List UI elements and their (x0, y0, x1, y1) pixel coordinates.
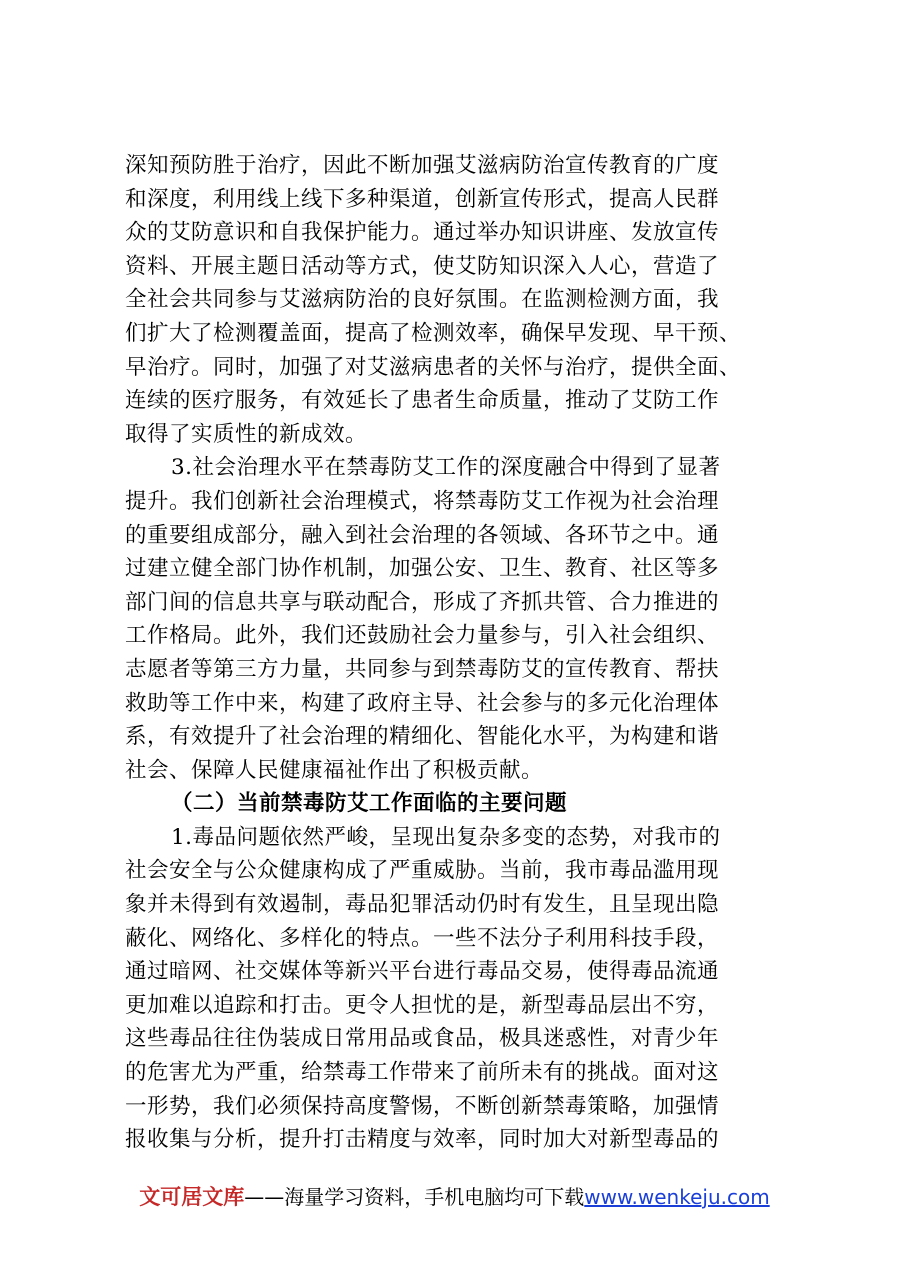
brand-name: 文可居文库 (139, 1185, 245, 1209)
body-line: 蔽化、网络化、多样化的特点。一些不法分子利用科技手段， (125, 925, 720, 951)
body-line: 们扩大了检测覆盖面，提高了检测效率，确保早发现、早干预、 (125, 320, 742, 346)
body-line: 报收集与分析，提升打击精度与效率，同时加大对新型毒品的 (125, 1127, 720, 1153)
body-line: 更加难以追踪和打击。更令人担忧的是，新型毒品层出不穷， (125, 992, 720, 1018)
body-line: 这些毒品往往伪装成日常用品或食品，极具迷惑性，对青少年 (125, 1026, 720, 1052)
body-line: 救助等工作中来，构建了政府主导、社会参与的多元化治理体 (125, 690, 720, 716)
body-line: 部门间的信息共享与联动配合，形成了齐抓共管、合力推进的 (125, 589, 720, 615)
body-line: 象并未得到有效遏制，毒品犯罪活动仍时有发生，且呈现出隐 (125, 892, 720, 918)
body-line: 全社会共同参与艾滋病防治的良好氛围。在监测检测方面，我 (125, 287, 720, 313)
section-heading: （二）当前禁毒防艾工作面临的主要问题 (171, 791, 568, 817)
body-line: 资料、开展主题日活动等方式，使艾防知识深入人心，营造了 (125, 253, 720, 279)
body-line: 的危害尤为严重，给禁毒工作带来了前所未有的挑战。面对这 (125, 1060, 720, 1086)
body-line: 一形势，我们必须保持高度警惕，不断创新禁毒策略，加强情 (125, 1093, 720, 1119)
footer-tagline: ——海量学习资料，手机电脑均可下载 (244, 1185, 585, 1209)
body-line: 过建立健全部门协作机制，加强公安、卫生、教育、社区等多 (125, 556, 720, 582)
page-footer (0, 1180, 909, 1214)
body-line: 提升。我们创新社会治理模式，将禁毒防艾工作视为社会治理 (125, 488, 720, 514)
body-line: 通过暗网、社交媒体等新兴平台进行毒品交易，使得毒品流通 (125, 959, 720, 985)
website-link[interactable]: www.wenkeju.com (584, 1185, 770, 1209)
body-line: 系，有效提升了社会治理的精细化、智能化水平，为构建和谐 (125, 724, 720, 750)
body-line: 深知预防胜于治疗，因此不断加强艾滋病防治宣传教育的广度 (125, 153, 720, 178)
document-body (125, 149, 795, 1157)
paragraph-start-line: 3.社会治理水平在禁毒防艾工作的深度融合中得到了显著 (171, 455, 721, 481)
paragraph-start-line: 1.毒品问题依然严峻，呈现出复杂多变的态势，对我市的 (171, 824, 721, 850)
body-line: 社会安全与公众健康构成了严重威胁。当前，我市毒品滥用现 (125, 858, 720, 884)
body-line: 早治疗。同时，加强了对艾滋病患者的关怀与治疗，提供全面、 (125, 354, 742, 380)
body-line: 的重要组成部分，融入到社会治理的各领域、各环节之中。通 (125, 522, 720, 548)
body-line: 工作格局。此外，我们还鼓励社会力量参与，引入社会组织、 (125, 623, 720, 649)
body-line: 志愿者等第三方力量，共同参与到禁毒防艾的宣传教育、帮扶 (125, 656, 720, 682)
body-line: 和深度，利用线上线下多种渠道，创新宣传形式，提高人民群 (125, 186, 720, 212)
body-line: 社会、保障人民健康福祉作出了积极贡献。 (125, 757, 544, 783)
body-line: 取得了实质性的新成效。 (125, 421, 368, 447)
body-line: 连续的医疗服务，有效延长了患者生命质量，推动了艾防工作 (125, 388, 720, 414)
body-line: 众的艾防意识和自我保护能力。通过举办知识讲座、发放宣传 (125, 220, 720, 246)
